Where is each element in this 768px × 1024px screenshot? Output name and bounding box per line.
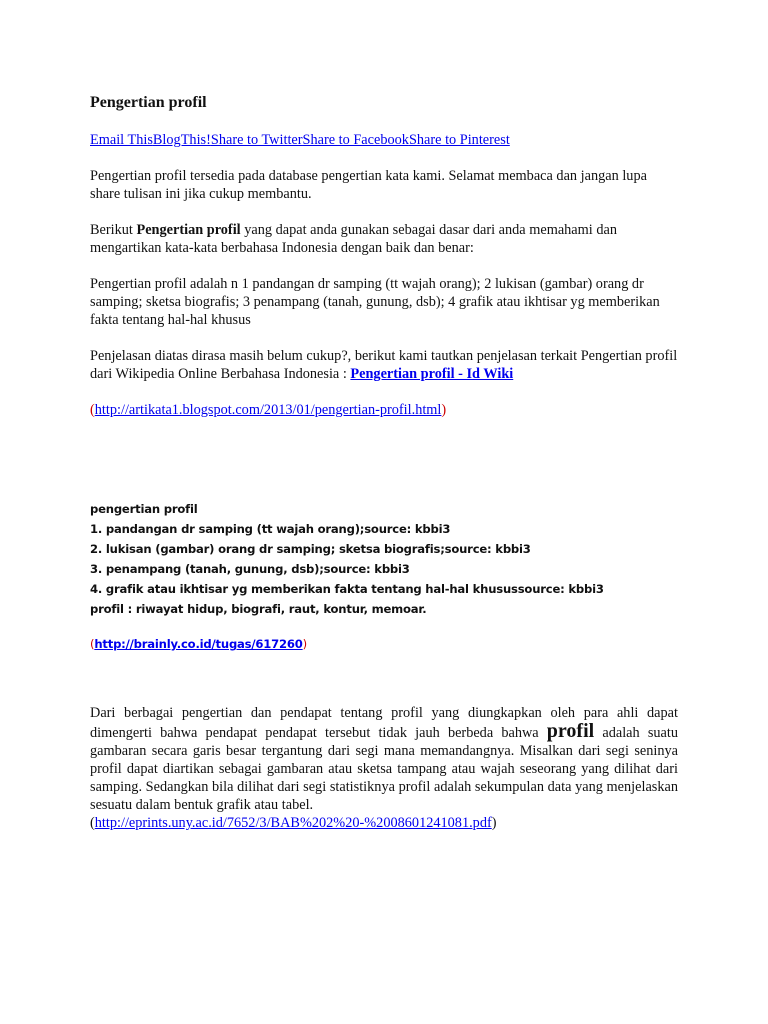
source1-open-paren: ( [90,402,95,418]
list-heading: pengertian profil [90,502,198,516]
summary-after: adalah suatu gambaran secara garis besar tergantung dari segi mana memandangnya. Misalkan dari segi seninya profil dapat diartikan sebagai gambaran atau sketsa tampang atau wajah seseorang yang dilihat dari samping. Sedangkan bila dilihat dari segi statistiknya profil adalah sekumpulan data yang menjelaskan sesuatu dalam bentuk grafik atau tabel. [90,725,678,813]
share-facebook-link[interactable]: Share to Facebook [302,132,409,148]
list-item: 1. pandangan dr samping (tt wajah orang);source: kbbi3 [90,522,451,536]
definition-paragraph: Pengertian profil adalah n 1 pandangan dr samping (tt wajah orang); 2 lukisan (gambar) orang dr samping; sketsa biografis; 3 penampang (tanah, gunung, dsb); 4 grafik atau ikhtisar yg memberikan fakta tentang hal-hal khusus [90,276,660,328]
list-item: 2. lukisan (gambar) orang dr samping; sketsa biografis;source: kbbi3 [90,542,531,556]
definition-intro-before: Berikut [90,222,137,238]
share-blogthis-link[interactable]: BlogThis! [152,132,211,148]
share-bar [90,131,680,149]
source2-close-paren: ) [302,637,307,651]
source3-open-paren: ( [90,815,95,831]
definition-intro-after: yang dapat anda gunakan sebagai dasar dari anda memahami dan mengartikan kata-kata berbahasa Indonesia dengan baik dan benar: [90,222,617,256]
summary-highlight-word: profil [546,720,595,742]
source2-open-paren: ( [90,637,95,651]
share-email-link[interactable]: Email This [90,132,153,148]
definition-intro-paragraph [90,221,680,257]
source3-link[interactable]: http://eprints.uny.ac.id/7652/3/BAB%202%20-%2008601241081.pdf [94,815,492,831]
page-title: Pengertian profil [90,94,207,111]
kbbi-definition-list [90,499,710,619]
share-pinterest-link[interactable]: Share to Pinterest [408,132,510,148]
source-citation-2 [90,634,680,654]
source1-close-paren: ) [441,402,447,418]
source2-link[interactable]: http://brainly.co.id/tugas/617260 [94,637,303,651]
list-item: 3. penampang (tanah, gunung, dsb);source: kbbi3 [90,562,410,576]
summary-paragraph [90,704,678,832]
list-item: profil : riwayat hidup, biografi, raut, kontur, memoar. [90,602,427,616]
source-citation-1 [90,401,680,419]
share-twitter-link[interactable]: Share to Twitter [210,132,303,148]
definition-intro-bold: Pengertian profil [136,222,241,238]
source3-close-paren: ) [491,815,497,831]
source1-link[interactable]: http://artikata1.blogspot.com/2013/01/pengertian-profil.html [94,402,442,418]
wiki-paragraph-text: Penjelasan diatas dirasa masih belum cukup?, berikut kami tautkan penjelasan terkait Pengertian profil dari Wikipedia Online Berbahasa Indonesia : [90,348,678,382]
list-item: 4. grafik atau ikhtisar yg memberikan fakta tentang hal-hal khusussource: kbbi3 [90,582,604,596]
wiki-paragraph [90,347,680,383]
wiki-link[interactable]: Pengertian profil - Id Wiki [350,366,514,382]
intro-paragraph: Pengertian profil tersedia pada database pengertian kata kami. Selamat membaca dan jangan lupa share tulisan ini jika cukup membantu. [90,168,647,202]
summary-before: Dari berbagai pengertian dan pendapat tentang profil yang diungkapkan oleh para ahli dapat dimengerti bahwa pendapat pendapat tersebut tidak jauh berbeda bahwa [90,705,678,741]
